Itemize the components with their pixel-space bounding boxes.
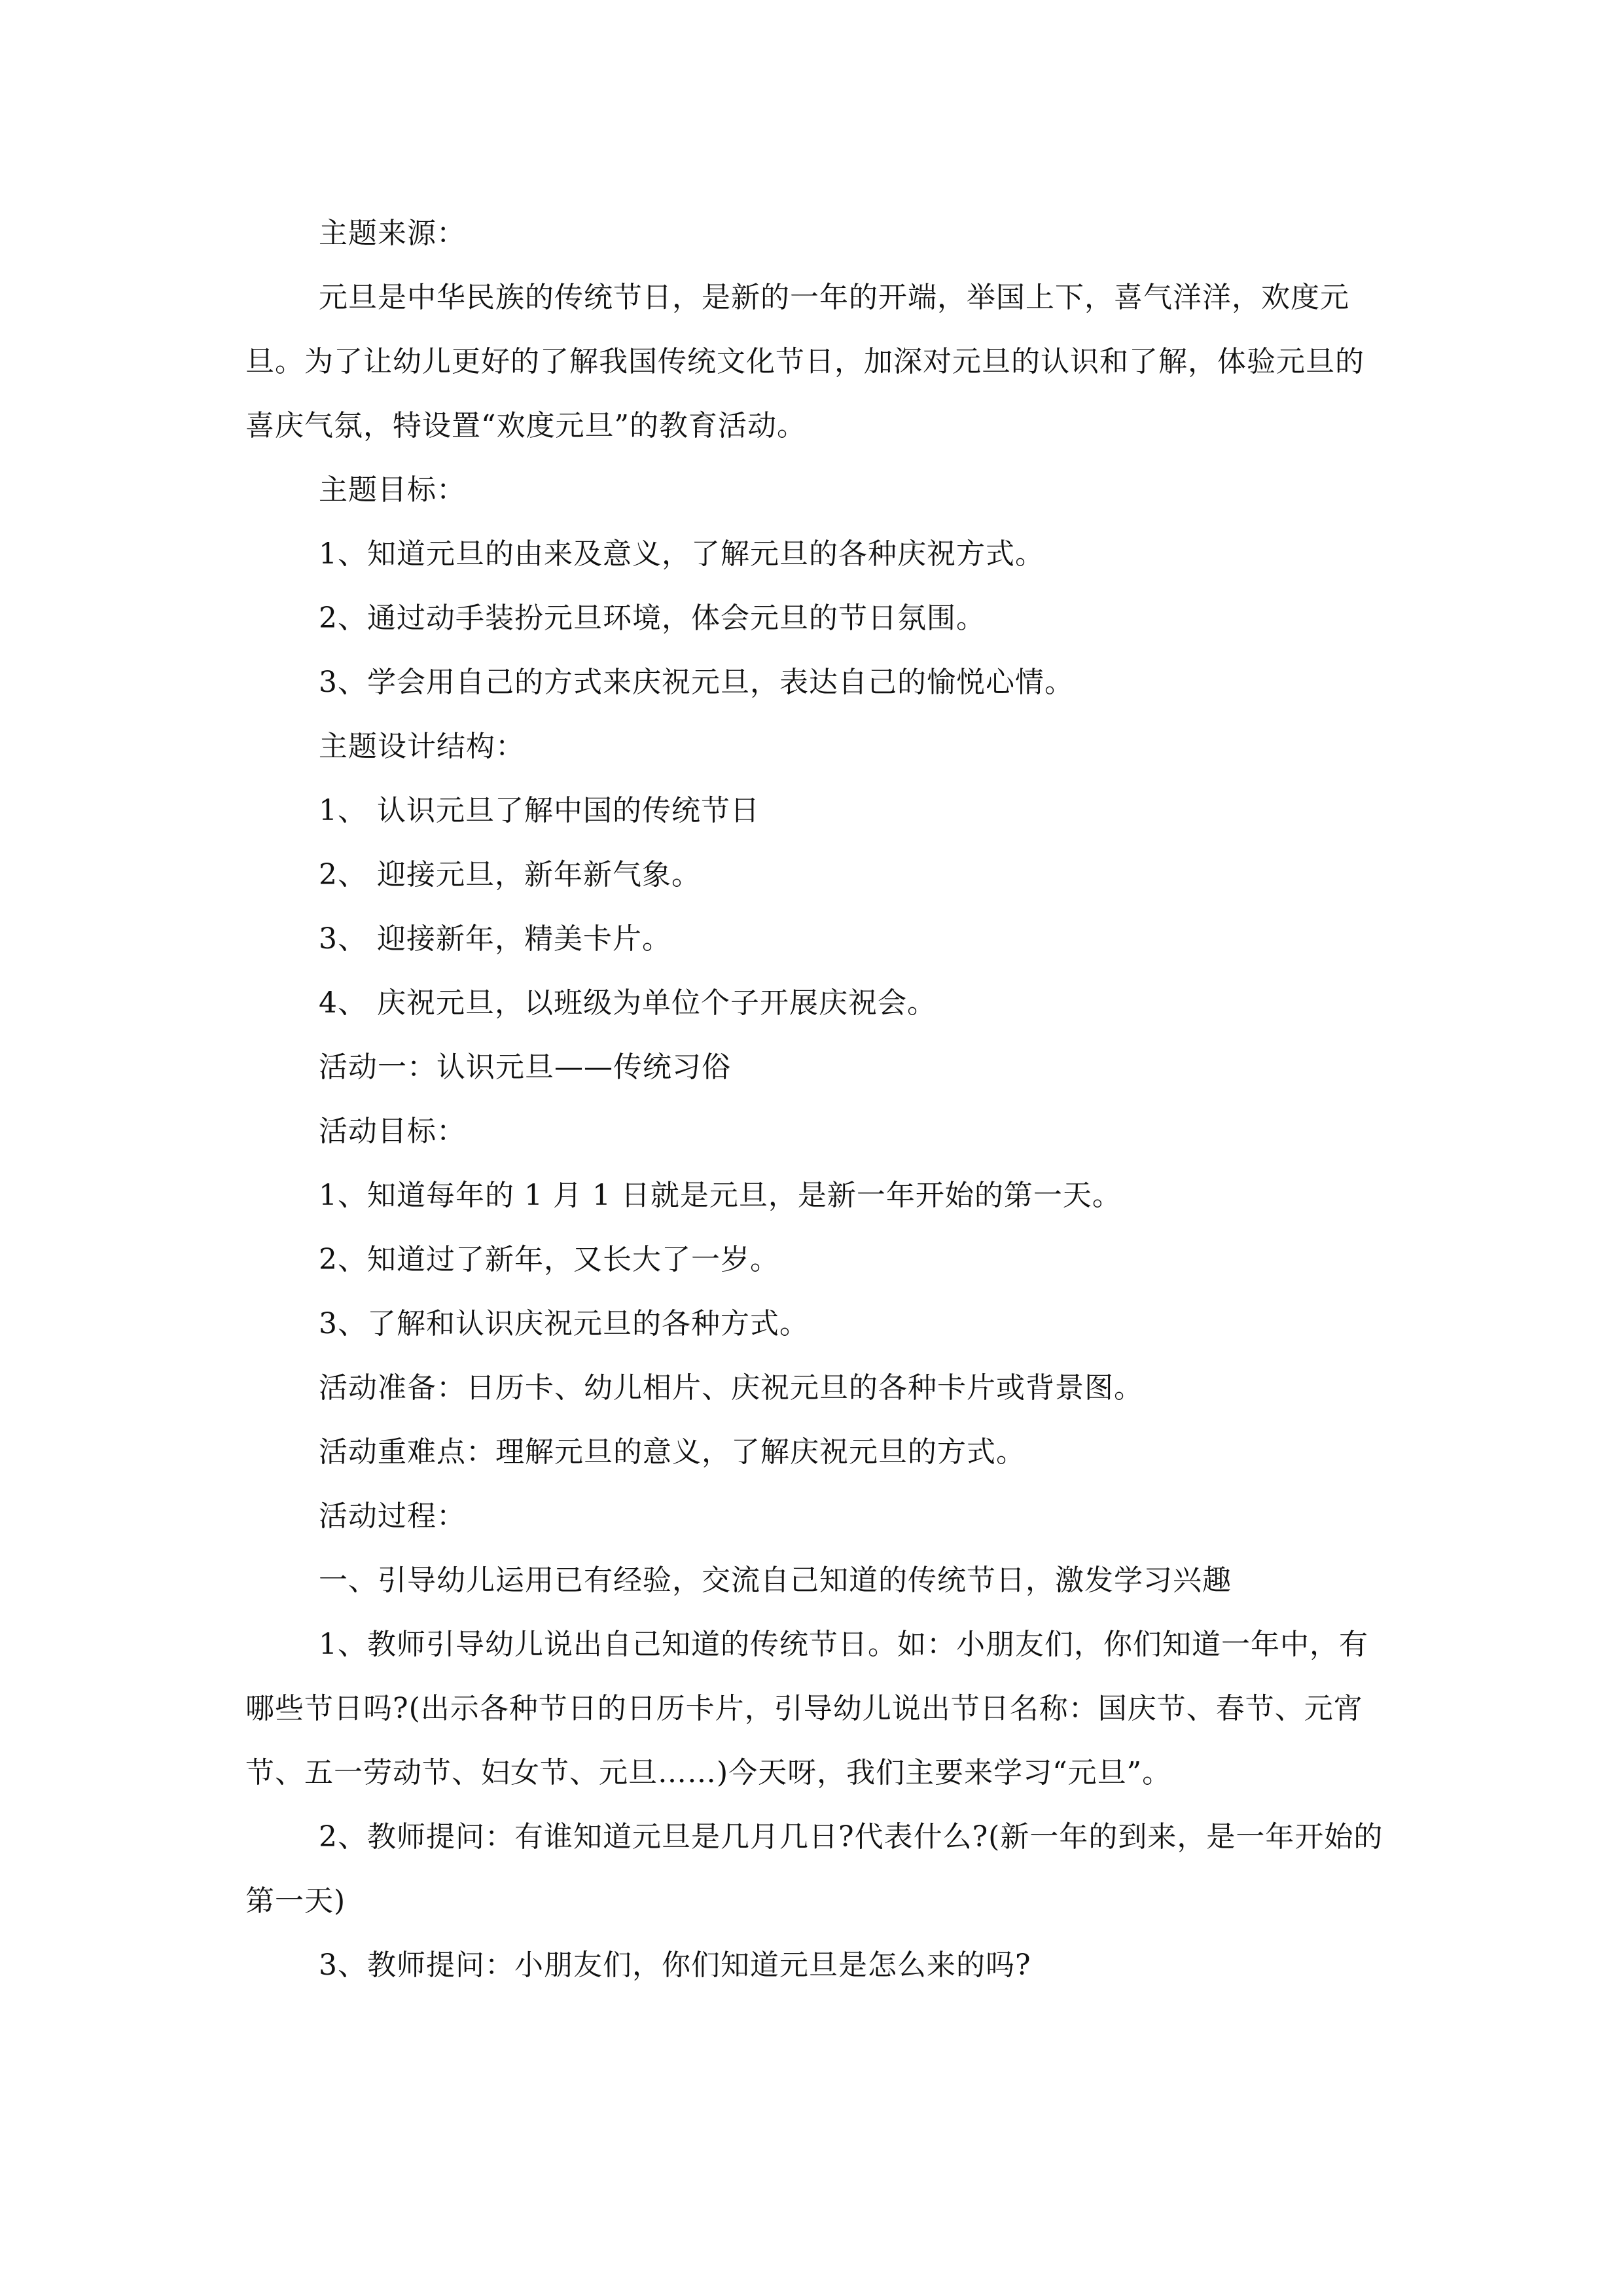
document-body xyxy=(245,202,1384,1998)
section-heading-theme-goals: 主题目标： xyxy=(319,473,466,507)
body-paragraph-intro: 元旦是中华民族的传统节日，是新的一年的开端，举国上下，喜气洋洋，欢度元旦。为了让幼儿更好的了解我国传统文化节日，加深对元旦的认识和了解，体验元旦的喜庆气氛，特设置“欢度元旦”的教育活动。 xyxy=(245,281,1364,442)
list-item-activity-goal-2: 2、知道过了新年，又长大了一岁。 xyxy=(319,1243,779,1276)
section-heading-activity-process: 活动过程： xyxy=(319,1499,466,1533)
section-heading-activity-one: 活动一：认识元旦——传统习俗 xyxy=(319,1050,731,1084)
list-item-structure-1: 1、 认识元旦了解中国的传统节日 xyxy=(319,794,760,827)
list-item-goal-2: 2、通过动手装扮元旦环境，体会元旦的节日氛围。 xyxy=(319,601,986,635)
body-paragraph-process-step-1: 1、教师引导幼儿说出自己知道的传统节日。如：小朋友们，你们知道一年中，有哪些节日吗?(出示各种节日的日历卡片，引导幼儿说出节日名称：国庆节、春节、元宵节、五一劳动节、妇女节、元旦……)今天呀，我们主要来学习“元旦”。 xyxy=(245,1628,1368,1789)
list-item-goal-1: 1、知道元旦的由来及意义，了解元旦的各种庆祝方式。 xyxy=(319,537,1044,571)
list-item-goal-3: 3、学会用自己的方式来庆祝元旦，表达自己的愉悦心情。 xyxy=(319,666,1074,699)
subsection-heading-process-1: 一、引导幼儿运用已有经验，交流自己知道的传统节日，激发学习兴趣 xyxy=(319,1564,1232,1597)
body-paragraph-process-step-2: 2、教师提问：有谁知道元旦是几月几日?代表什么?(新一年的到来，是一年开始的第一天) xyxy=(245,1820,1383,1918)
list-item-activity-goal-3: 3、了解和认识庆祝元旦的各种方式。 xyxy=(319,1307,809,1340)
list-item-structure-4: 4、 庆祝元旦，以班级为单位个子开展庆祝会。 xyxy=(319,986,936,1020)
paragraph-activity-preparation: 活动准备：日历卡、幼儿相片、庆祝元旦的各种卡片或背景图。 xyxy=(319,1371,1143,1405)
list-item-activity-goal-1: 1、知道每年的 1 月 1 日就是元旦，是新一年开始的第一天。 xyxy=(319,1179,1122,1212)
section-heading-theme-source: 主题来源： xyxy=(319,217,466,250)
paragraph-activity-key-points: 活动重难点：理解元旦的意义，了解庆祝元旦的方式。 xyxy=(319,1435,1026,1469)
list-item-structure-2: 2、 迎接元旦，新年新气象。 xyxy=(319,858,701,891)
section-heading-activity-goals: 活动目标： xyxy=(319,1115,466,1148)
body-paragraph-process-step-3: 3、教师提问：小朋友们，你们知道元旦是怎么来的吗? xyxy=(319,1948,1031,1982)
section-heading-design-structure: 主题设计结构： xyxy=(319,730,525,763)
list-item-structure-3: 3、 迎接新年，精美卡片。 xyxy=(319,922,671,956)
